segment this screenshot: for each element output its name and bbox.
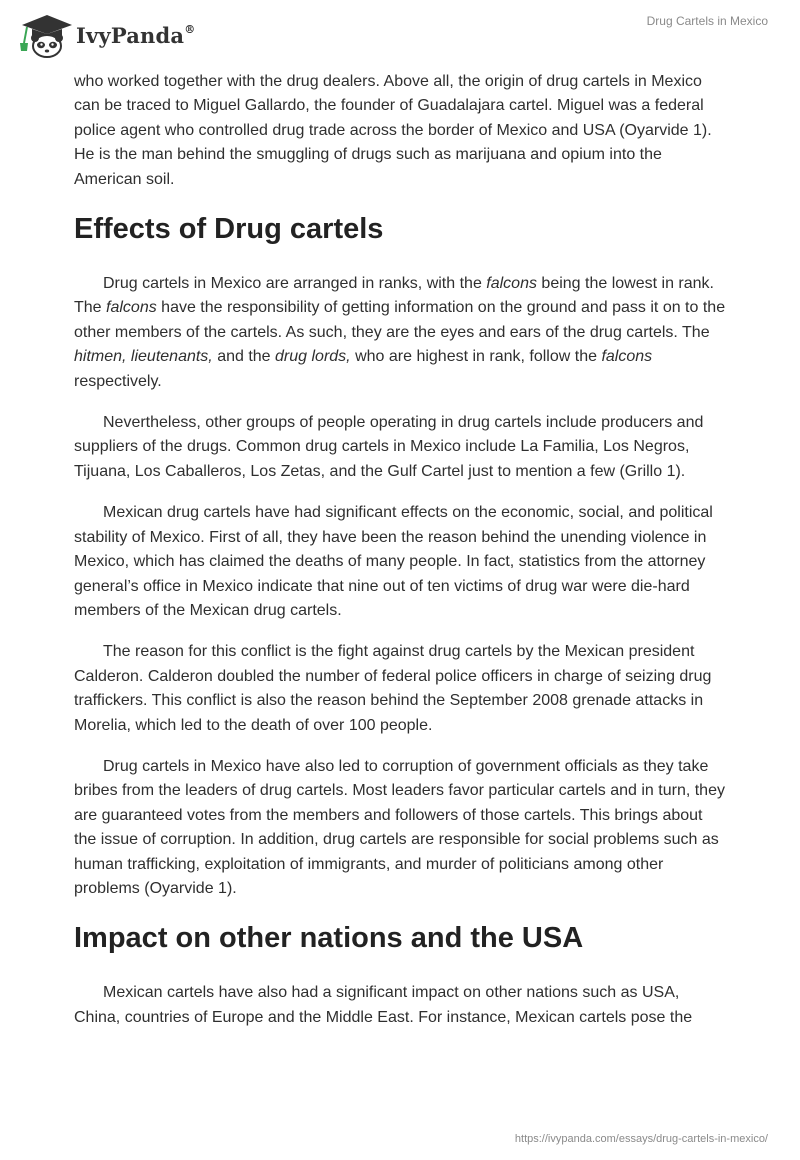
page-header bbox=[0, 0, 800, 72]
section-heading-impact: Impact on other nations and the USA bbox=[74, 922, 584, 955]
emphasis-falcons: falcons bbox=[601, 348, 653, 366]
paragraph-ranks bbox=[74, 272, 726, 394]
emphasis-hitmen: hitmen, lieutenants, bbox=[74, 348, 213, 366]
emphasis-drug-lords: drug lords, bbox=[275, 348, 351, 366]
section-heading-effects: Effects of Drug cartels bbox=[74, 213, 384, 246]
panda-graduate-icon bbox=[14, 10, 72, 60]
text-run: who are highest in rank, follow the bbox=[350, 348, 602, 366]
text-run: have the responsibility of getting information on the ground and pass it on to the other members of the cartels. As such, they are the eyes and ears of the drug cartels. The bbox=[74, 299, 726, 341]
registered-mark: ® bbox=[184, 22, 196, 36]
paragraph-corruption: Drug cartels in Mexico have also led to corruption of government officials as they take bribes from the leaders of drug cartels. Most leaders favor particular cartels and in turn, they are guaranteed votes from the members and followers of those cartels. This brings about the issue of corruption. In addition, drug cartels are responsible for social problems such as human trafficking, exploitation of immigrants, and murder of politicians among other problems (Oyarvide 1). bbox=[74, 757, 725, 897]
text-run: being the lowest in rank. The bbox=[74, 275, 714, 317]
text-run: respectively. bbox=[74, 372, 162, 390]
page-title: Drug Cartels in Mexico bbox=[646, 14, 768, 28]
paragraph-conflict: The reason for this conflict is the fight against drug cartels by the Mexican president Calderon. Calderon doubled the number of federal police officers in charge of seizing drug traffickers. This conflict is also the reason behind the September 2008 grenade attacks in Morelia, which led to the death of over 100 people. bbox=[74, 643, 712, 734]
logo-text bbox=[76, 23, 195, 48]
emphasis-falcons: falcons bbox=[486, 275, 537, 293]
logo-name: IvyPanda bbox=[76, 22, 185, 48]
text-run: Drug cartels in Mexico are arranged in ranks, with the bbox=[103, 275, 487, 293]
emphasis-falcons: falcons bbox=[106, 299, 157, 317]
paragraph-impact: Mexican cartels have also had a significant impact on other nations such as USA, China, countries of Europe and the Middle East. For instance, Mexican cartels pose the bbox=[74, 984, 693, 1026]
paragraph-effects: Mexican drug cartels have had significant effects on the economic, social, and political stability of Mexico. First of all, they have been the reason behind the unending violence in Mexico, which has claimed the deaths of many people. In fact, statistics from the attorney general’s office in Mexico indicate that nine out of ten victims of drug war were die-hard members of the Mexican drug cartels. bbox=[74, 504, 713, 619]
source-url[interactable]: https://ivypanda.com/essays/drug-cartels-in-mexico/ bbox=[514, 1133, 768, 1145]
paragraph-groups: Nevertheless, other groups of people operating in drug cartels include producers and suppliers of the drugs. Common drug cartels in Mexico include La Familia, Los Negros, Tijuana, Los Caballeros, Los Zetas, and the Gulf Cartel just to mention a few (Grillo 1). bbox=[74, 414, 704, 480]
logo[interactable] bbox=[14, 10, 195, 60]
text-run: and the bbox=[212, 348, 276, 366]
essay-body bbox=[74, 70, 726, 1047]
paragraph-intro: who worked together with the drug dealers. Above all, the origin of drug cartels in Mexico can be traced to Miguel Gallardo, the founder of Guadalajara cartel. Miguel was a federal police agent who controlled drug trade across the border of Mexico and USA (Oyarvide 1). He is the man behind the smuggling of drugs such as marijuana and opium into the American soil. bbox=[74, 73, 712, 188]
